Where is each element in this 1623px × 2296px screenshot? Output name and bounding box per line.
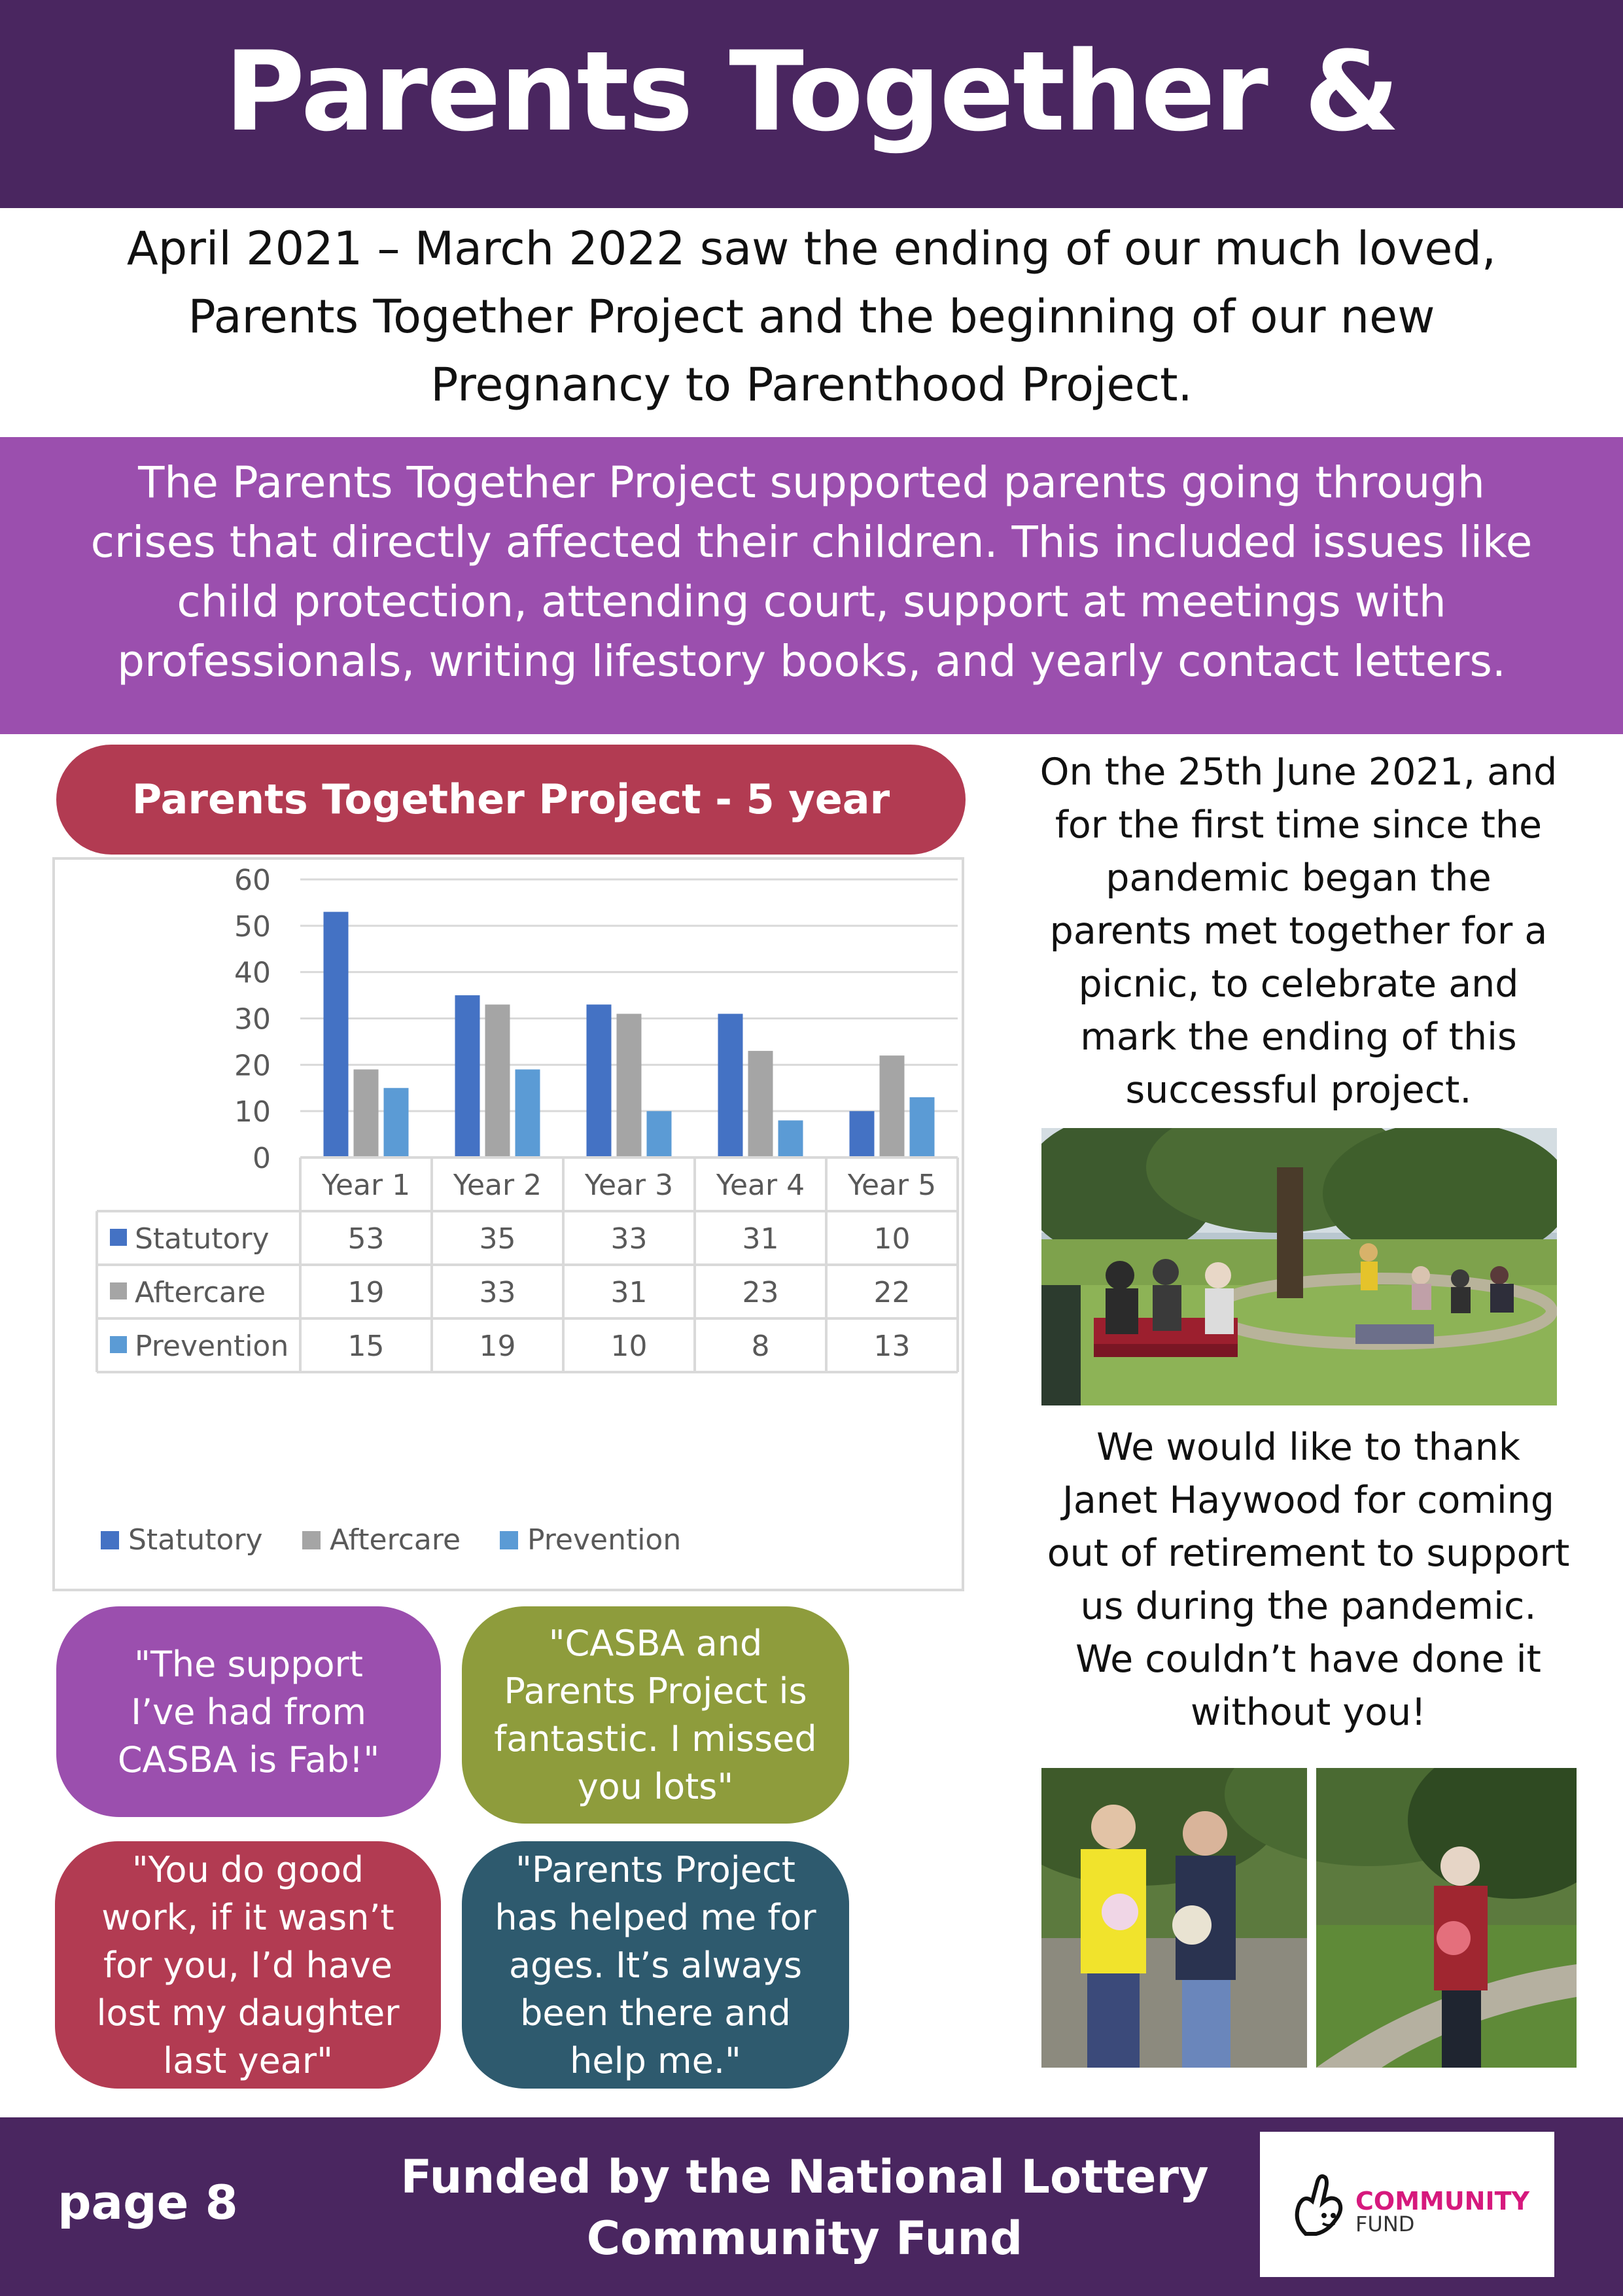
quote-line: been there and <box>520 1992 791 2034</box>
table-series-label: Aftercare <box>135 1276 266 1309</box>
bar-statutory-year-5 <box>850 1111 875 1157</box>
x-tick-label: Year 4 <box>716 1169 805 1202</box>
intro-line: April 2021 – March 2022 saw the ending of our much loved, <box>126 222 1497 275</box>
thanks-line: We would like to thank <box>1096 1426 1520 1469</box>
y-tick-label: 0 <box>253 1142 271 1175</box>
data-label: 33 <box>479 1276 516 1309</box>
bar-prevention-year-2 <box>515 1069 540 1157</box>
bar-prevention-year-3 <box>647 1111 672 1157</box>
legend-key <box>500 1531 518 1549</box>
chart-legend <box>101 1523 681 1557</box>
data-label: 31 <box>742 1222 779 1256</box>
x-tick-label: Year 5 <box>847 1169 937 1202</box>
data-label: 22 <box>873 1276 911 1309</box>
data-label: 19 <box>479 1330 516 1363</box>
chart-container <box>52 857 964 1591</box>
legend-label: Statutory <box>128 1523 263 1557</box>
quote-line: Parents Project is <box>504 1670 807 1712</box>
quote-line: help me." <box>570 2040 741 2081</box>
page-number: page 8 <box>58 2175 238 2230</box>
data-label: 31 <box>610 1276 648 1309</box>
description-line: child protection, attending court, support at meetings with <box>177 576 1446 627</box>
chart-bars <box>324 912 935 1157</box>
bar-prevention-year-1 <box>384 1088 409 1157</box>
quote-line: last year" <box>163 2040 333 2081</box>
logo-word-community: COMMUNITY <box>1355 2187 1530 2216</box>
quote-line: fantastic. I missed <box>494 1718 817 1759</box>
quote-bubble <box>462 1841 849 2089</box>
description-text <box>72 453 1551 691</box>
legend-key <box>101 1531 119 1549</box>
table-legend-key <box>110 1229 127 1246</box>
funding-line: Community Fund <box>586 2212 1023 2265</box>
table-legend-key <box>110 1282 127 1299</box>
bar-aftercare-year-2 <box>485 1004 510 1157</box>
data-label: 10 <box>610 1330 648 1363</box>
bar-statutory-year-1 <box>324 912 349 1157</box>
quote-line: work, if it wasn’t <box>101 1896 394 1938</box>
picnic-line: pandemic began the <box>1106 857 1492 900</box>
data-label: 15 <box>347 1330 385 1363</box>
thanks-line: Janet Haywood for coming <box>1062 1479 1554 1522</box>
x-tick-label: Year 2 <box>453 1169 542 1202</box>
x-tick-label: Year 3 <box>584 1169 674 1202</box>
x-tick-label: Year 1 <box>321 1169 411 1202</box>
description-line: crises that directly affected their children. This included issues like <box>90 517 1533 567</box>
picnic-line: picnic, to celebrate and <box>1078 963 1519 1006</box>
picnic-photo <box>1041 1128 1557 1405</box>
description-line: professionals, writing lifestory books, and yearly contact letters. <box>117 636 1506 686</box>
crossed-fingers-icon <box>1286 2168 1352 2240</box>
data-table <box>97 1157 958 1372</box>
data-label: 33 <box>610 1222 648 1256</box>
quote-line: you lots" <box>577 1766 734 1807</box>
description-line: The Parents Together Project supported parents going through <box>138 457 1485 508</box>
quote-bubble <box>462 1606 849 1824</box>
y-axis-ticks <box>234 864 271 1175</box>
thanks-text <box>1021 1421 1596 1739</box>
bar-statutory-year-3 <box>587 1004 612 1157</box>
data-label: 13 <box>873 1330 911 1363</box>
funding-line: Funded by the National Lottery <box>400 2150 1209 2204</box>
bar-statutory-year-2 <box>455 995 480 1157</box>
bar-aftercare-year-3 <box>617 1014 642 1157</box>
picnic-line: parents met together for a <box>1049 910 1548 953</box>
quote-line: lost my daughter <box>96 1992 400 2034</box>
funding-statement <box>393 2146 1217 2269</box>
thanks-line: out of retirement to support <box>1047 1532 1570 1575</box>
picnic-line: On the 25th June 2021, and <box>1039 751 1558 794</box>
thanks-line: us during the pandemic. <box>1080 1585 1537 1628</box>
quote-line: has helped me for <box>495 1896 816 1938</box>
y-tick-label: 40 <box>234 956 271 990</box>
y-tick-label: 60 <box>234 864 271 897</box>
y-tick-label: 10 <box>234 1095 271 1129</box>
table-series-label: Prevention <box>135 1330 289 1363</box>
quote-line: "You do good <box>131 1848 364 1890</box>
bar-statutory-year-4 <box>718 1014 743 1157</box>
quote-line: "The support <box>134 1643 363 1685</box>
quote-line: CASBA is Fab!" <box>117 1739 380 1780</box>
picnic-line: successful project. <box>1125 1069 1472 1112</box>
quote-line: "CASBA and <box>548 1623 763 1664</box>
quote-bubble <box>55 1841 441 2089</box>
table-series-label: Statutory <box>135 1222 270 1256</box>
data-label: 23 <box>742 1276 779 1309</box>
group-photo <box>1041 1768 1577 2068</box>
quote-line: for you, I’d have <box>103 1944 393 1986</box>
bar-prevention-year-5 <box>910 1097 935 1157</box>
page-title: Parents Together & <box>224 27 1399 156</box>
quote-line: ages. It’s always <box>508 1944 803 1986</box>
legend-label: Prevention <box>527 1523 682 1557</box>
data-label: 35 <box>479 1222 516 1256</box>
community-fund-logo <box>1260 2132 1554 2277</box>
picnic-line: for the first time since the <box>1055 804 1543 847</box>
intro-line: Parents Together Project and the beginning of our new <box>188 290 1435 344</box>
picnic-line: mark the ending of this <box>1080 1016 1517 1059</box>
bar-aftercare-year-4 <box>748 1051 773 1157</box>
y-tick-label: 30 <box>234 1002 271 1036</box>
logo-word-fund: FUND <box>1355 2212 1415 2236</box>
intro-line: Pregnancy to Parenthood Project. <box>430 358 1193 412</box>
picnic-text <box>1021 746 1577 1117</box>
group-photo-illustration <box>1041 1768 1577 2068</box>
data-label: 10 <box>873 1222 911 1256</box>
quote-bubble <box>56 1606 441 1817</box>
quote-line: I’ve had from <box>131 1691 366 1733</box>
data-label: 19 <box>347 1276 385 1309</box>
thanks-line: We couldn’t have done it <box>1075 1638 1541 1681</box>
chart-title: Parents Together Project - 5 year <box>56 745 966 855</box>
y-tick-label: 50 <box>234 910 271 944</box>
legend-label: Aftercare <box>330 1523 461 1557</box>
intro-text <box>39 215 1584 419</box>
data-label: 8 <box>751 1330 770 1363</box>
bar-aftercare-year-1 <box>354 1069 379 1157</box>
quote-line: "Parents Project <box>515 1848 795 1890</box>
thanks-line: without you! <box>1191 1691 1426 1734</box>
table-legend-key <box>110 1336 127 1353</box>
data-label: 53 <box>347 1222 385 1256</box>
bar-chart <box>55 860 962 1589</box>
bar-prevention-year-4 <box>778 1120 803 1157</box>
y-tick-label: 20 <box>234 1049 271 1083</box>
bar-aftercare-year-5 <box>880 1055 905 1157</box>
picnic-photo-illustration <box>1041 1128 1557 1405</box>
legend-key <box>302 1531 321 1549</box>
